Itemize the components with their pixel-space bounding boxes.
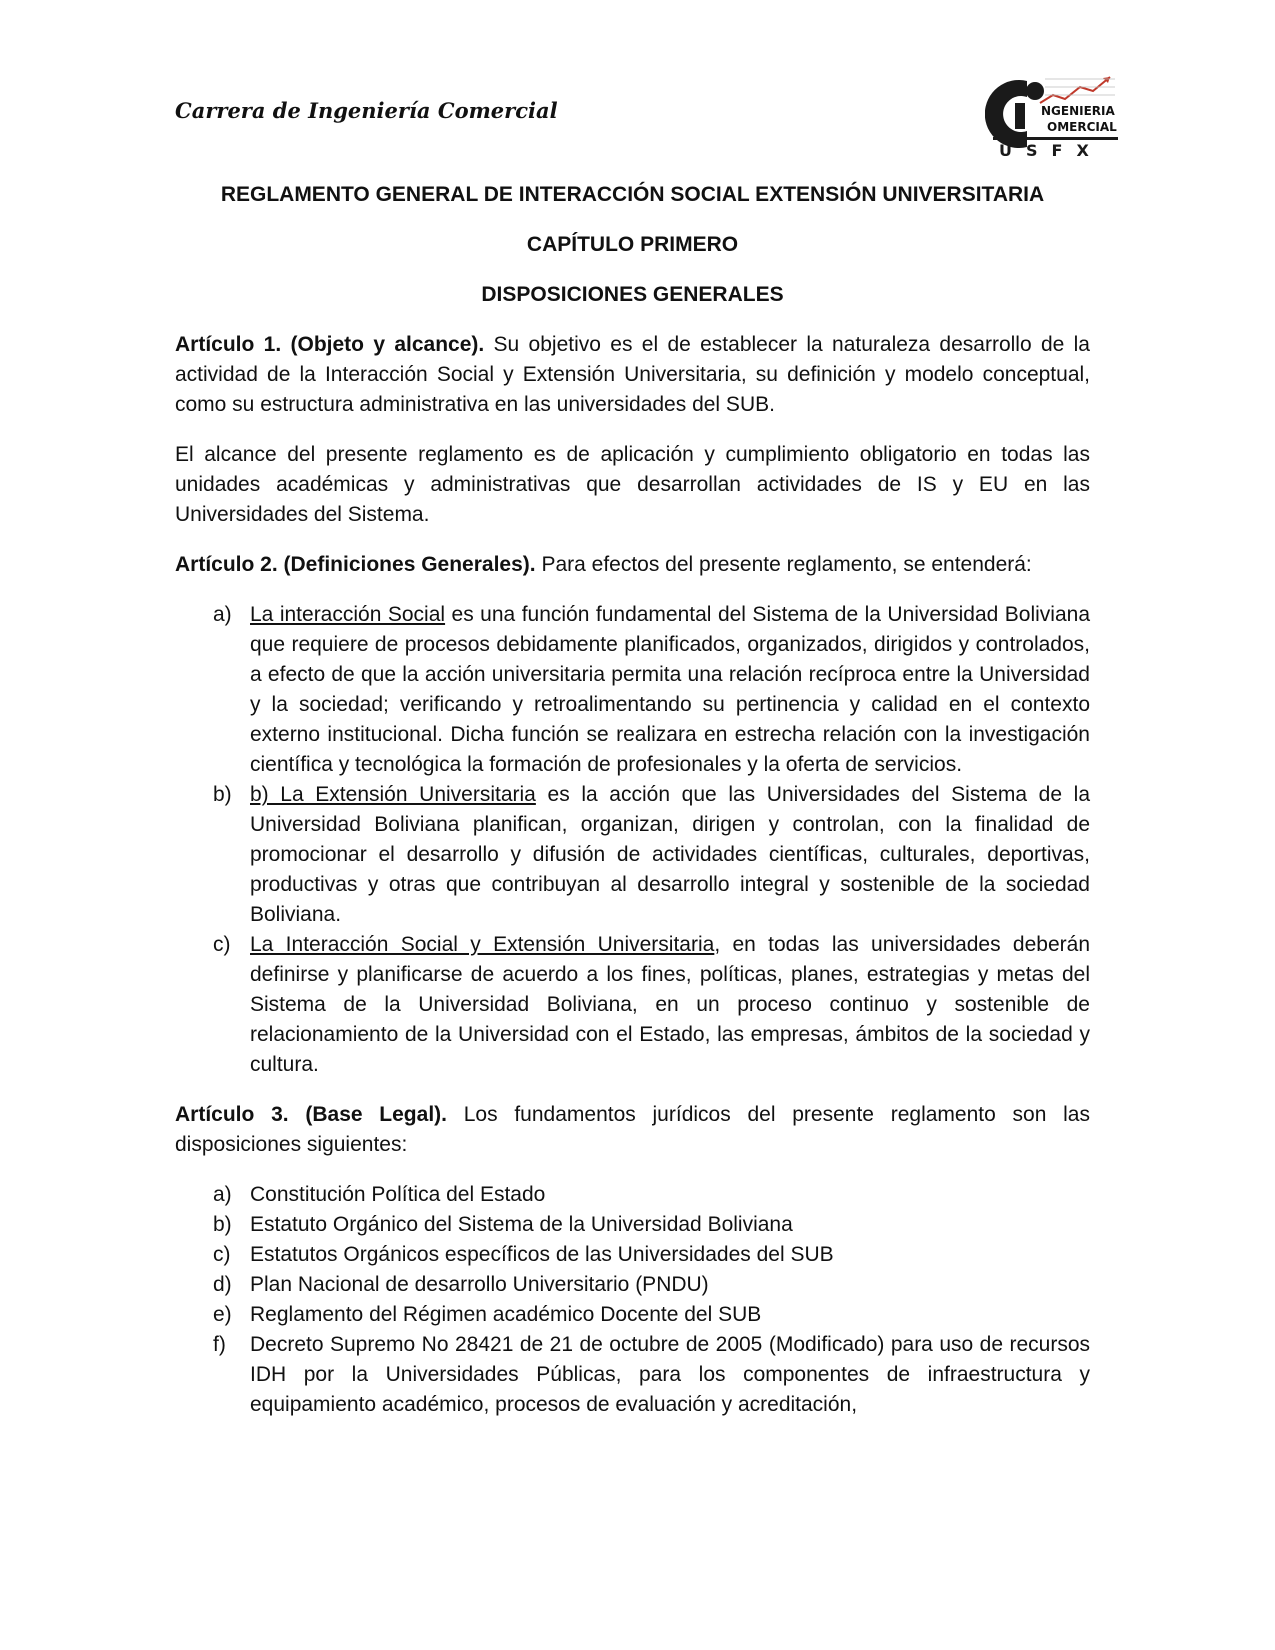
- definition-text: , en todas las universidades deberán definirse y planificarse de acuerdo a los fines, políticas, planes, estrategias y metas del Sistema de la Universidad Boliviana, en un proceso continuo y sostenible de relacionamiento de la Universidad con el Estado, las empresas, ámbitos de la sociedad y cultura.: [250, 933, 1091, 1076]
- article-3-heading: Artículo 3. (Base Legal).: [175, 1103, 447, 1126]
- usfx-logo: [985, 73, 1120, 158]
- list-marker: b): [213, 783, 232, 806]
- list-item-text: Constitución Política del Estado: [250, 1183, 546, 1206]
- document-title: REGLAMENTO GENERAL DE INTERACCIÓN SOCIAL EXTENSIÓN UNIVERSITARIA: [220, 183, 1045, 206]
- definition-text: es la acción que las Universidades del Sistema de la Universidad Boliviana planifican, organizan, dirigen y controlan, con la finalidad de promocionar el desarrollo y difusión de actividades científicas, culturales, deportivas, productivas y otras que contribuyan al desarrollo integral y sostenible de la sociedad Boliviana.: [250, 783, 1090, 926]
- list-item-text: Plan Nacional de desarrollo Universitario (PNDU): [250, 1273, 709, 1296]
- list-item-text: Estatuto Orgánico del Sistema de la Universidad Boliviana: [250, 1213, 793, 1236]
- list-marker: f): [213, 1333, 226, 1356]
- list-marker: c): [213, 1243, 231, 1266]
- list-item: [175, 1180, 1090, 1210]
- career-header: Carrera de Ingeniería Comercial: [175, 98, 558, 123]
- chapter-title: CAPÍTULO PRIMERO: [526, 233, 739, 256]
- list-marker: e): [213, 1303, 232, 1326]
- list-marker: d): [213, 1273, 232, 1296]
- definition-term: La interacción Social: [250, 603, 446, 626]
- list-item: [175, 780, 1090, 930]
- logo-text-line3: USFX: [999, 141, 1103, 158]
- list-item-text: Reglamento del Régimen académico Docente del SUB: [250, 1303, 762, 1326]
- list-marker: c): [213, 933, 231, 956]
- article-1-paragraph-2: El alcance del presente reglamento es de aplicación y cumplimiento obligatorio en todas las unidades académicas y administrativas que desarrollan actividades de IS y EU en las Universidades del Sistema.: [175, 443, 1090, 526]
- logo-text-line2: OMERCIAL: [1047, 120, 1117, 134]
- document-body: [175, 180, 1090, 1440]
- article-2-heading: Artículo 2. (Definiciones Generales).: [175, 553, 536, 576]
- article-1-text: Su objetivo es el de establecer la naturaleza desarrollo de la actividad de la Interacción Social y Extensión Universitaria, su definición y modelo conceptual, como su estructura administrativa en las universidades del SUB.: [175, 333, 1090, 416]
- article-1: [175, 330, 1090, 420]
- list-item: [175, 1330, 1090, 1420]
- list-item: [175, 1270, 1090, 1300]
- list-item-text: Estatutos Orgánicos específicos de las Universidades del SUB: [250, 1243, 834, 1266]
- list-marker: a): [213, 1183, 232, 1206]
- list-item: [175, 930, 1090, 1080]
- list-item: [175, 600, 1090, 780]
- list-marker: b): [213, 1213, 232, 1236]
- list-item-text: Decreto Supremo No 28421 de 21 de octubre de 2005 (Modificado) para uso de recursos IDH por la Universidades Públicas, para los componentes de infraestructura y equipamiento académico, procesos de evaluación y acreditación,: [250, 1333, 1090, 1416]
- definition-term: b) La Extensión Universitaria: [250, 783, 536, 806]
- logo-text-line1: NGENIERIA: [1041, 104, 1115, 118]
- chart-trend-icon: [985, 73, 1120, 158]
- article-3-legal-basis: [175, 1180, 1090, 1420]
- section-title: DISPOSICIONES GENERALES: [481, 283, 784, 306]
- article-1-heading: Artículo 1. (Objeto y alcance).: [175, 333, 485, 356]
- list-item: [175, 1210, 1090, 1240]
- list-item: [175, 1300, 1090, 1330]
- definition-term: La Interacción Social y Extensión Universitaria: [250, 933, 715, 956]
- definition-text: es una función fundamental del Sistema de la Universidad Boliviana que requiere de procesos debidamente planificados, organizados, dirigidos y controlados, a efecto de que la acción universitaria permita una relación recíproca entre la Universidad y la sociedad; verificando y retroalimentando su pertinencia y calidad en el contexto externo institucional. Dicha función se realizara en estrecha relación con la investigación científica y tecnológica la formación de profesionales y la oferta de servicios.: [250, 603, 1090, 776]
- article-2-text: Para efectos del presente reglamento, se entenderá:: [535, 553, 1032, 576]
- article-3: [175, 1100, 1090, 1160]
- article-3-text: Los fundamentos jurídicos del presente reglamento son las disposiciones siguientes:: [175, 1103, 1090, 1156]
- article-2: [175, 550, 1090, 580]
- list-marker: a): [213, 603, 232, 626]
- article-2-definitions: [175, 600, 1090, 1080]
- list-item: [175, 1240, 1090, 1270]
